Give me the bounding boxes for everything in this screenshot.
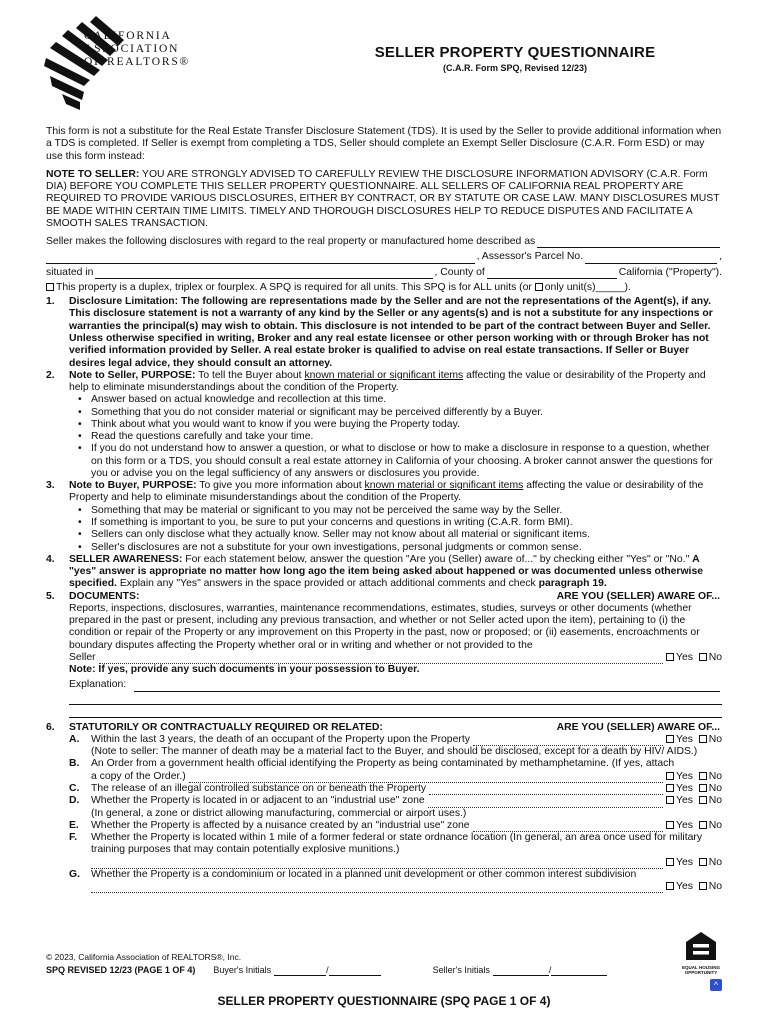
list-item: • Something that you do not consider material or significant may be perceived differently by a Buyer. — [91, 407, 722, 419]
explanation-row — [69, 679, 722, 691]
property-address-field[interactable] — [537, 239, 720, 248]
item-e-text: Whether the Property is affected by a nuisance created by an "industrial use" zone — [91, 819, 470, 831]
no-checkbox[interactable] — [699, 796, 707, 804]
city-field[interactable] — [95, 270, 432, 279]
section-5-header — [69, 591, 722, 603]
unit-checkbox[interactable] — [535, 283, 543, 291]
explanation-field-3[interactable] — [69, 705, 722, 718]
leader-dots — [189, 774, 663, 783]
section-2-link: known material or significant items — [304, 369, 464, 381]
section-3-label: Note to Buyer, PURPOSE: — [69, 480, 197, 492]
list-item: • If you do not understand how to answer a question, or what to disclose or how to make a disclosure in response to a question, whether on this form or a TDS, you should consult a real estate attorney in California of your choosing. A broker cannot answer the questions for you or advise you on the legal sufficiency of any answers or disclosures you provide. — [91, 443, 722, 480]
copyright: © 2023, California Association of REALTORS®, Inc. — [46, 952, 242, 962]
property-line-1 — [46, 236, 722, 248]
yes-checkbox[interactable] — [666, 735, 674, 743]
item-f-text: Whether the Property is located within 1 mile of a former federal or state ordnance location (In general, an area once used for military training purposes that may contain potentially explosive munitions.) — [91, 832, 703, 856]
section-1-num: 1. — [46, 296, 55, 308]
leader-dots — [473, 823, 663, 832]
item-f — [69, 832, 722, 869]
section-3 — [46, 480, 722, 554]
section-5-last-word: Seller — [69, 651, 96, 663]
leader-dots — [91, 860, 663, 869]
item-d-text: Whether the Property is located in or adjacent to an "industrial use" zone — [91, 795, 425, 807]
item-letter: G. — [69, 868, 80, 880]
list-item: • Read the questions carefully and take your time. — [91, 431, 722, 443]
section-4-bold: A "yes" answer is appropriate no matter how long ago the item being asked about happened or was documented unless otherwise specified. — [69, 553, 703, 590]
section-5-note: Note: If yes, provide any such documents in your possession to Buyer. — [69, 664, 420, 676]
item-g — [69, 869, 722, 894]
explanation-field[interactable] — [134, 683, 720, 692]
item-e — [69, 820, 722, 832]
explanation-label: Explanation: — [69, 679, 127, 691]
logo-line-1: CALIFORNIA — [84, 30, 172, 42]
item-letter: C. — [69, 783, 80, 795]
no-checkbox[interactable] — [699, 858, 707, 866]
item-c-text: The release of an illegal controlled substance on or beneath the Property — [91, 783, 427, 795]
intro-paragraph: This form is not a substitute for the Real Estate Transfer Disclosure Statement (TDS). It is used by the Seller to provide additional information when a TDS is completed. If Seller is exempt from completing a TDS, Seller should complete an Exempt Seller Disclosure (C.A.R. Form ESD) or may use this form instead: — [46, 126, 722, 162]
section-1-text: Disclosure Limitation: The following are representations made by the Seller and are not the representations of the Agent(s), if any. This disclosure statement is not a warranty of any kind by the Seller or any agents(s) and is not a substitute for any inspections or warranties the principal(s) may wish to obtain. This disclosure is not intended to be part of the contract between Buyer and Seller. Unless otherwise specified in writing, Broker and any real estate licensee or other person working with or through Broker has not verified information provided by Seller. A real estate broker is qualified to advise on real estate transactions. If Seller or Buyer desires legal advice, they should consult an attorney. — [69, 296, 713, 369]
section-4-pre: For each statement below, answer the question "Are you (Seller) aware of..." by checking either "Yes" or "No." — [182, 553, 693, 565]
form-content — [46, 126, 722, 893]
no-label: No — [708, 819, 722, 831]
yes-label: Yes — [675, 770, 693, 782]
section-4-label: SELLER AWARENESS: — [69, 553, 183, 565]
eho-text: EQUAL HOUSING OPPORTUNITY — [682, 965, 720, 976]
item-d — [69, 795, 722, 820]
property-address-field-2[interactable] — [46, 255, 475, 264]
item-letter: A. — [69, 733, 80, 745]
item-letter: E. — [69, 819, 79, 831]
footer — [46, 952, 722, 976]
no-checkbox[interactable] — [699, 772, 707, 780]
yes-label: Yes — [675, 819, 693, 831]
section-2-num: 2. — [46, 369, 55, 381]
no-label: No — [708, 795, 722, 807]
leader-dots — [99, 655, 663, 664]
revised-label: SPQ REVISED 12/23 (PAGE 1 OF 4) — [46, 965, 196, 976]
parcel-number-field[interactable] — [585, 255, 717, 264]
yes-checkbox[interactable] — [666, 858, 674, 866]
yes-label: Yes — [675, 651, 693, 663]
item-a — [69, 734, 722, 759]
no-checkbox[interactable] — [699, 735, 707, 743]
title-block — [300, 44, 730, 73]
property-line-2 — [46, 251, 722, 263]
buyer-initials-field-1[interactable] — [274, 967, 326, 976]
yes-label: Yes — [675, 783, 693, 795]
no-checkbox[interactable] — [699, 784, 707, 792]
leader-dots — [473, 737, 663, 746]
seller-initials-field-2[interactable] — [551, 967, 607, 976]
section-5-label: DOCUMENTS: — [69, 590, 140, 602]
comma: , — [719, 251, 722, 263]
list-item: • Seller's disclosures are not a substitute for your own investigations, personal judgments or common sense. — [91, 542, 722, 554]
section-3-post: affecting the value or desirability of the Property and help to eliminate misunderstandings about the condition of the Property. — [69, 480, 704, 504]
yes-checkbox[interactable] — [666, 821, 674, 829]
section-1 — [46, 296, 722, 370]
yes-checkbox[interactable] — [666, 653, 674, 661]
parcel-label: , Assessor's Parcel No. — [476, 251, 584, 263]
section-6 — [46, 722, 722, 894]
section-2 — [46, 370, 722, 480]
section-3-link: known material or significant items — [364, 480, 524, 492]
section-3-pre: To give you more information about — [196, 480, 365, 492]
section-2-pre: To tell the Buyer about — [195, 369, 305, 381]
section-6-num: 6. — [46, 721, 55, 733]
item-c — [69, 783, 722, 795]
section-4-post: Explain any "Yes" answers in the space provided or attach additional comments and check — [116, 578, 539, 590]
property-line-3 — [46, 267, 722, 279]
section-4-num: 4. — [46, 553, 55, 565]
section-6-label: STATUTORILY OR CONTRACTUALLY REQUIRED OR RELATED: — [69, 721, 383, 733]
item-a-note: (Note to seller: The manner of death may be a material fact to the Buyer, and should be disclosed, except for a death by HIV/ AIDS.) — [91, 746, 698, 758]
note-text: YOU ARE STRONGLY ADVISED TO CAREFULLY REVIEW THE DISCLOSURE INFORMATION ADVISORY (C.A.R. Form DIA) BEFORE YOU COMPLETE THIS SELLER PROPERTY QUESTIONNAIRE. ALL SELLERS OF CALIFORNIA REAL PROPERTY ARE REQUIRED TO PROVIDE VARIOUS DISCLOSURES, EITHER BY CONTRACT, OR BY STATUTE OR CASE LAW. MANY DISCLOSURES MUST BE MADE WITHIN CERTAIN TIME LIMITS. TIMELY AND THOROUGH DISCLOSURES HELP TO REDUCE DISPUTES AND FACILITATE A SMOOTH SALES TRANSACTION. — [46, 168, 720, 229]
section-5-answer-row — [69, 652, 722, 664]
yes-label: Yes — [675, 795, 693, 807]
buyer-initials-label: Buyer's Initials — [213, 965, 272, 976]
item-a-text: Within the last 3 years, the death of an occupant of the Property upon the Property — [91, 733, 470, 745]
leader-dots — [428, 799, 663, 808]
buyer-initials-field-2[interactable] — [329, 967, 381, 976]
yes-checkbox[interactable] — [666, 882, 674, 890]
item-b — [69, 758, 722, 783]
property-desc-label: Seller makes the following disclosures with regard to the real property or manufactured home described as — [46, 236, 536, 248]
yes-no-group — [666, 652, 722, 664]
item-b-cont: a copy of the Order.) — [91, 770, 186, 782]
situated-label: situated in — [46, 266, 94, 278]
section-2-post: affecting the value or desirability of the Property and help to eliminate misunderstandings about the condition of the Property. — [69, 369, 706, 394]
item-b-text: An Order from a government health official identifying the Property as being contaminated by methamphetamine. (If yes, attach — [91, 758, 675, 770]
no-label: No — [708, 881, 722, 893]
item-letter: D. — [69, 795, 80, 807]
no-checkbox[interactable] — [699, 821, 707, 829]
note-label: NOTE TO SELLER: — [46, 168, 140, 180]
duplex-text: This property is a duplex, triplex or fourplex. A SPQ is required for all units. This SPQ is for ALL units (or — [56, 281, 532, 293]
item-letter: B. — [69, 758, 80, 770]
section-5-text: Reports, inspections, disclosures, warranties, maintenance recommendations, estimates, studies, surveys or other documents (whether prepared in the past or present, including any previous transaction, and whether or not Seller acted upon the item), pertaining to (i) the condition or repair of the Property or any improvement on this Property in the past, now or proposed; or (ii) easements, encroachments or boundary disputes affecting the Property whether oral or in writing and whether or not provided to the — [69, 602, 700, 651]
page-title: SELLER PROPERTY QUESTIONNAIRE — [374, 44, 656, 61]
footer-title: SELLER PROPERTY QUESTIONNAIRE (SPQ PAGE 1 OF 4) — [217, 994, 551, 1008]
no-label: No — [708, 651, 722, 663]
yes-label: Yes — [675, 881, 693, 893]
duplex-end: only unit(s)_____). — [544, 281, 631, 293]
item-g-text: Whether the Property is a condominium or located in a planned unit development or other common interest subdivision — [91, 868, 637, 880]
section-6-header — [69, 722, 722, 734]
section-4-bold-end: paragraph 19. — [538, 578, 607, 590]
section-5 — [46, 591, 722, 718]
seller-initials-label: Seller's Initials — [432, 965, 490, 976]
yes-checkbox[interactable] — [666, 796, 674, 804]
item-letter: F. — [69, 832, 78, 844]
seller-initials-field-1[interactable] — [493, 967, 549, 976]
explanation-field-2[interactable] — [69, 692, 722, 705]
note-to-seller — [46, 169, 722, 230]
list-item: • Answer based on actual knowledge and recollection at this time. — [91, 394, 722, 406]
section-5-num: 5. — [46, 590, 55, 602]
list-item: • Something that may be material or significant to you may not be perceived the same way by the Seller. — [91, 505, 722, 517]
section-2-label: Note to Seller, PURPOSE: — [69, 369, 196, 381]
leader-dots — [429, 786, 663, 795]
yes-checkbox[interactable] — [666, 772, 674, 780]
no-label: No — [708, 856, 722, 868]
no-label: No — [708, 783, 722, 795]
duplex-line — [46, 282, 722, 294]
logo-text — [84, 30, 190, 70]
county-field[interactable] — [487, 270, 617, 279]
section-3-bullets — [69, 505, 722, 554]
duplex-checkbox[interactable] — [46, 283, 54, 291]
leader-dots — [91, 884, 663, 893]
scroll-up-button[interactable]: ^ — [710, 979, 722, 991]
item-d-note: (In general, a zone or district allowing manufacturing, commercial or airport uses.) — [91, 807, 467, 819]
section-4 — [46, 554, 722, 591]
yes-label: Yes — [675, 733, 693, 745]
section-6-aware: ARE YOU (SELLER) AWARE OF... — [556, 721, 720, 733]
yes-checkbox[interactable] — [666, 784, 674, 792]
no-checkbox[interactable] — [699, 882, 707, 890]
no-label: No — [708, 733, 722, 745]
list-item: • Sellers can only disclose what they actually know. Seller may not know about all material or significant items. — [91, 529, 722, 541]
section-5-aware: ARE YOU (SELLER) AWARE OF... — [556, 590, 720, 602]
yes-label: Yes — [675, 856, 693, 868]
footer-row: SPQ REVISED 12/23 (PAGE 1 OF 4) Buyer's Initials / Seller's Initials / — [46, 965, 722, 976]
county-label: , County of — [434, 266, 485, 278]
list-item: • If something is important to you, be sure to put your concerns and questions in writing (C.A.R. form BMI). — [91, 517, 722, 529]
section-3-num: 3. — [46, 480, 55, 492]
list-item: • Think about what you would want to know if you were buying the Property today. — [91, 419, 722, 431]
logo-line-3: OF REALTORS® — [84, 56, 191, 69]
no-checkbox[interactable] — [699, 653, 707, 661]
no-label: No — [708, 770, 722, 782]
logo-line-2: ASSOCIATION — [84, 43, 180, 56]
california-label: California ("Property"). — [618, 266, 722, 278]
page-subtitle: (C.A.R. Form SPQ, Revised 12/23) — [442, 62, 588, 73]
section-2-bullets — [69, 394, 722, 480]
